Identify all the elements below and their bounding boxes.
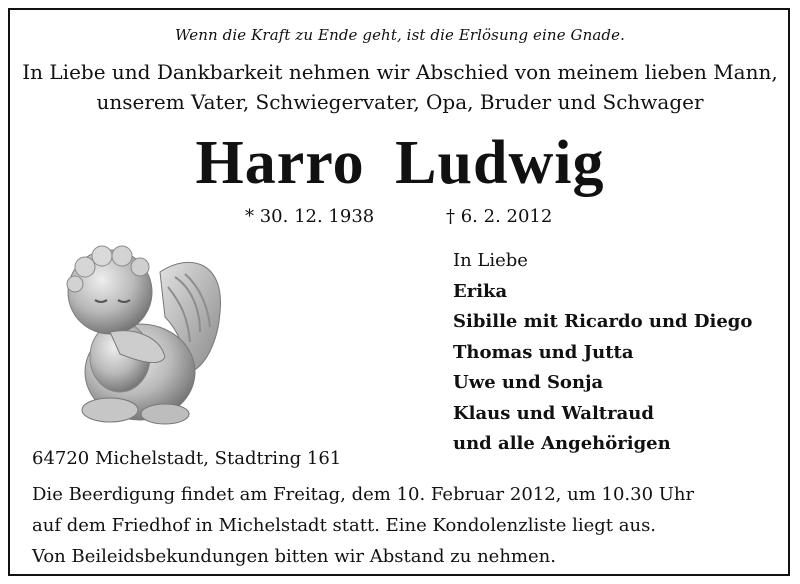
funeral-info-line-1: Die Beerdigung findet am Freitag, dem 10. Februar 2012, um 10.30 Uhr bbox=[32, 484, 695, 505]
mourner-name: Uwe und Sonja bbox=[453, 372, 604, 394]
intro-line-2: unserem Vater, Schwiegervater, Opa, Bruder und Schwager bbox=[96, 90, 704, 114]
deceased-name: Harro Ludwig bbox=[195, 129, 605, 197]
mourners-list bbox=[453, 246, 752, 459]
death-date: † 6. 2. 2012 bbox=[446, 206, 553, 227]
mourner-name: und alle Angehörigen bbox=[453, 432, 671, 454]
cherub-angel-statue-icon bbox=[40, 232, 240, 432]
mourner-name: Klaus und Waltraud bbox=[453, 402, 654, 424]
motto: Wenn die Kraft zu Ende geht, ist die Erlösung eine Gnade. bbox=[175, 26, 625, 44]
mourners-intro: In Liebe bbox=[453, 250, 528, 271]
intro-line-1: In Liebe und Dankbarkeit nehmen wir Abschied von meinem lieben Mann, bbox=[22, 60, 778, 84]
funeral-info-line-2: auf dem Friedhof in Michelstadt statt. Eine Kondolenzliste liegt aus. bbox=[32, 515, 657, 536]
mourner-name: Sibille mit Ricardo und Diego bbox=[453, 311, 753, 333]
mourner-name: Thomas und Jutta bbox=[453, 341, 634, 363]
funeral-info-line-3: Von Beileidsbekundungen bitten wir Abstand zu nehmen. bbox=[32, 546, 556, 567]
birth-date: * 30. 12. 1938 bbox=[245, 206, 375, 227]
family-address: 64720 Michelstadt, Stadtring 161 bbox=[32, 448, 342, 469]
mourner-name: Erika bbox=[453, 281, 508, 302]
